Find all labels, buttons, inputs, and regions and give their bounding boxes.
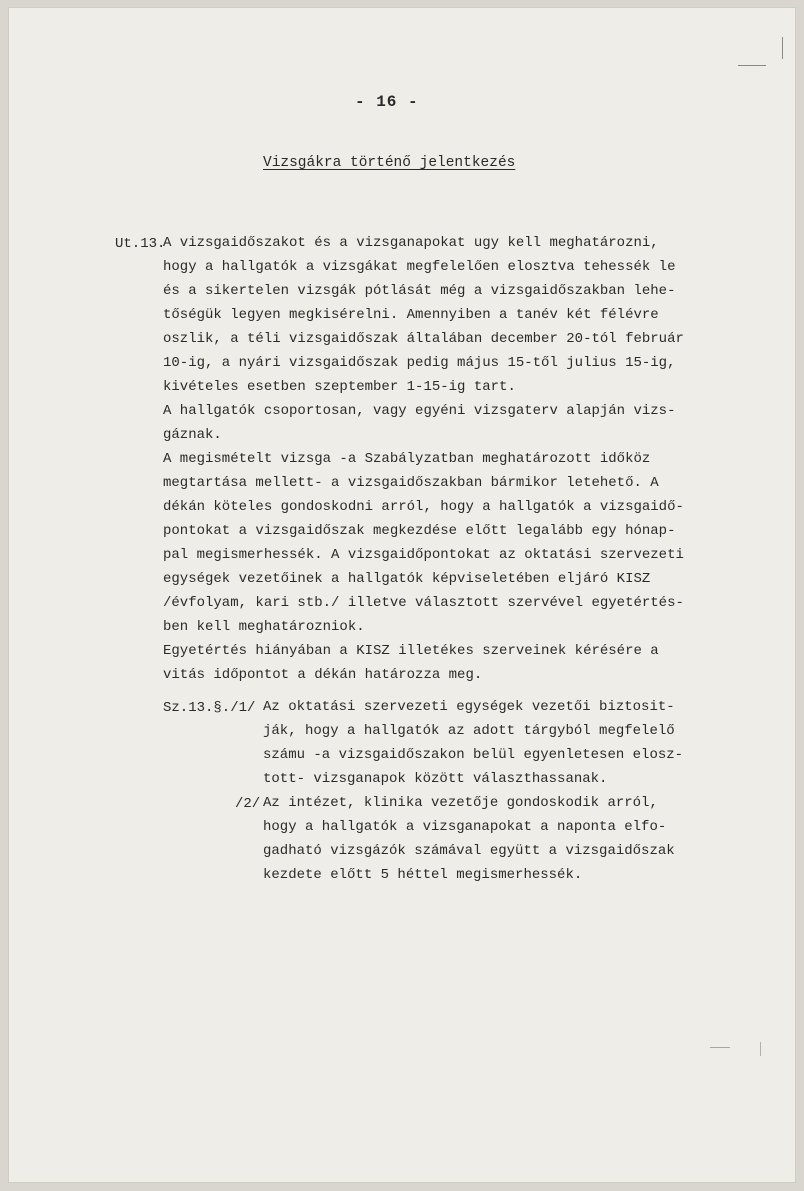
text-line: kivételes esetben szeptember 1-15-ig tart. xyxy=(163,379,516,395)
text-line: ben kell meghatározniok. xyxy=(163,619,365,635)
text-line: megtartása mellett- a vizsgaidőszakban bármikor letehető. A xyxy=(163,475,659,491)
text-line: ják, hogy a hallgatók az adott tárgyból megfelelő xyxy=(263,723,675,739)
text-line: tőségük legyen megkisérelni. Amennyiben a tanév két félévre xyxy=(163,307,659,323)
text-line: Az oktatási szervezeti egységek vezetői biztosit- xyxy=(263,699,675,715)
document-body xyxy=(8,7,796,1183)
text-line: kezdete előtt 5 héttel megismerhessék. xyxy=(263,867,583,883)
section-label: Ut.13. xyxy=(115,236,166,252)
scan-artifact xyxy=(710,1047,730,1048)
text-line: vitás időpontot a dékán határozza meg. xyxy=(163,667,483,683)
text-line: hogy a hallgatók a vizsgákat megfelelően elosztva tehessék le xyxy=(163,259,676,275)
text-line: egységek vezetőinek a hallgatók képviseletében eljáró KISZ xyxy=(163,571,651,587)
text-line: pontokat a vizsgaidőszak megkezdése előtt legalább egy hónap- xyxy=(163,523,676,539)
text-line: gáznak. xyxy=(163,427,222,443)
scan-artifact xyxy=(782,37,783,59)
text-line: /évfolyam, kari stb./ illetve választott szervével egyetértés- xyxy=(163,595,684,611)
text-line: A megismételt vizsga -a Szabályzatban meghatározott időköz xyxy=(163,451,651,467)
text-line: számu -a vizsgaidőszakon belül egyenletesen elosz- xyxy=(263,747,684,763)
text-line: és a sikertelen vizsgák pótlását még a vizsgaidőszakban lehe- xyxy=(163,283,676,299)
page-number: - 16 - xyxy=(355,93,419,111)
text-line: dékán köteles gondoskodni arról, hogy a hallgatók a vizsgaidő- xyxy=(163,499,684,515)
text-line: gadható vizsgázók számával együtt a vizsgaidőszak xyxy=(263,843,675,859)
text-line: oszlik, a téli vizsgaidőszak általában december 20-tól február xyxy=(163,331,684,347)
text-line: A vizsgaidőszakot és a vizsganapokat ugy kell meghatározni, xyxy=(163,235,659,251)
text-line: pal megismerhessék. A vizsgaidőpontokat az oktatási szervezeti xyxy=(163,547,684,563)
item-number: /2/ xyxy=(235,796,261,812)
subsection-label: Sz.13.§./1/ xyxy=(163,700,256,716)
text-line: tott- vizsganapok között választhassanak. xyxy=(263,771,608,787)
scan-artifact xyxy=(760,1042,761,1056)
scan-artifact xyxy=(738,65,766,66)
page-title: Vizsgákra történő jelentkezés xyxy=(263,155,516,171)
text-line: A hallgatók csoportosan, vagy egyéni vizsgaterv alapján vizs- xyxy=(163,403,676,419)
document-page xyxy=(8,7,796,1183)
text-line: Egyetértés hiányában a KISZ illetékes szerveinek kérésére a xyxy=(163,643,659,659)
text-line: 10-ig, a nyári vizsgaidőszak pedig május 15-től julius 15-ig, xyxy=(163,355,676,371)
text-line: Az intézet, klinika vezetője gondoskodik arról, xyxy=(263,795,658,811)
text-line: hogy a hallgatók a vizsganapokat a naponta elfo- xyxy=(263,819,667,835)
